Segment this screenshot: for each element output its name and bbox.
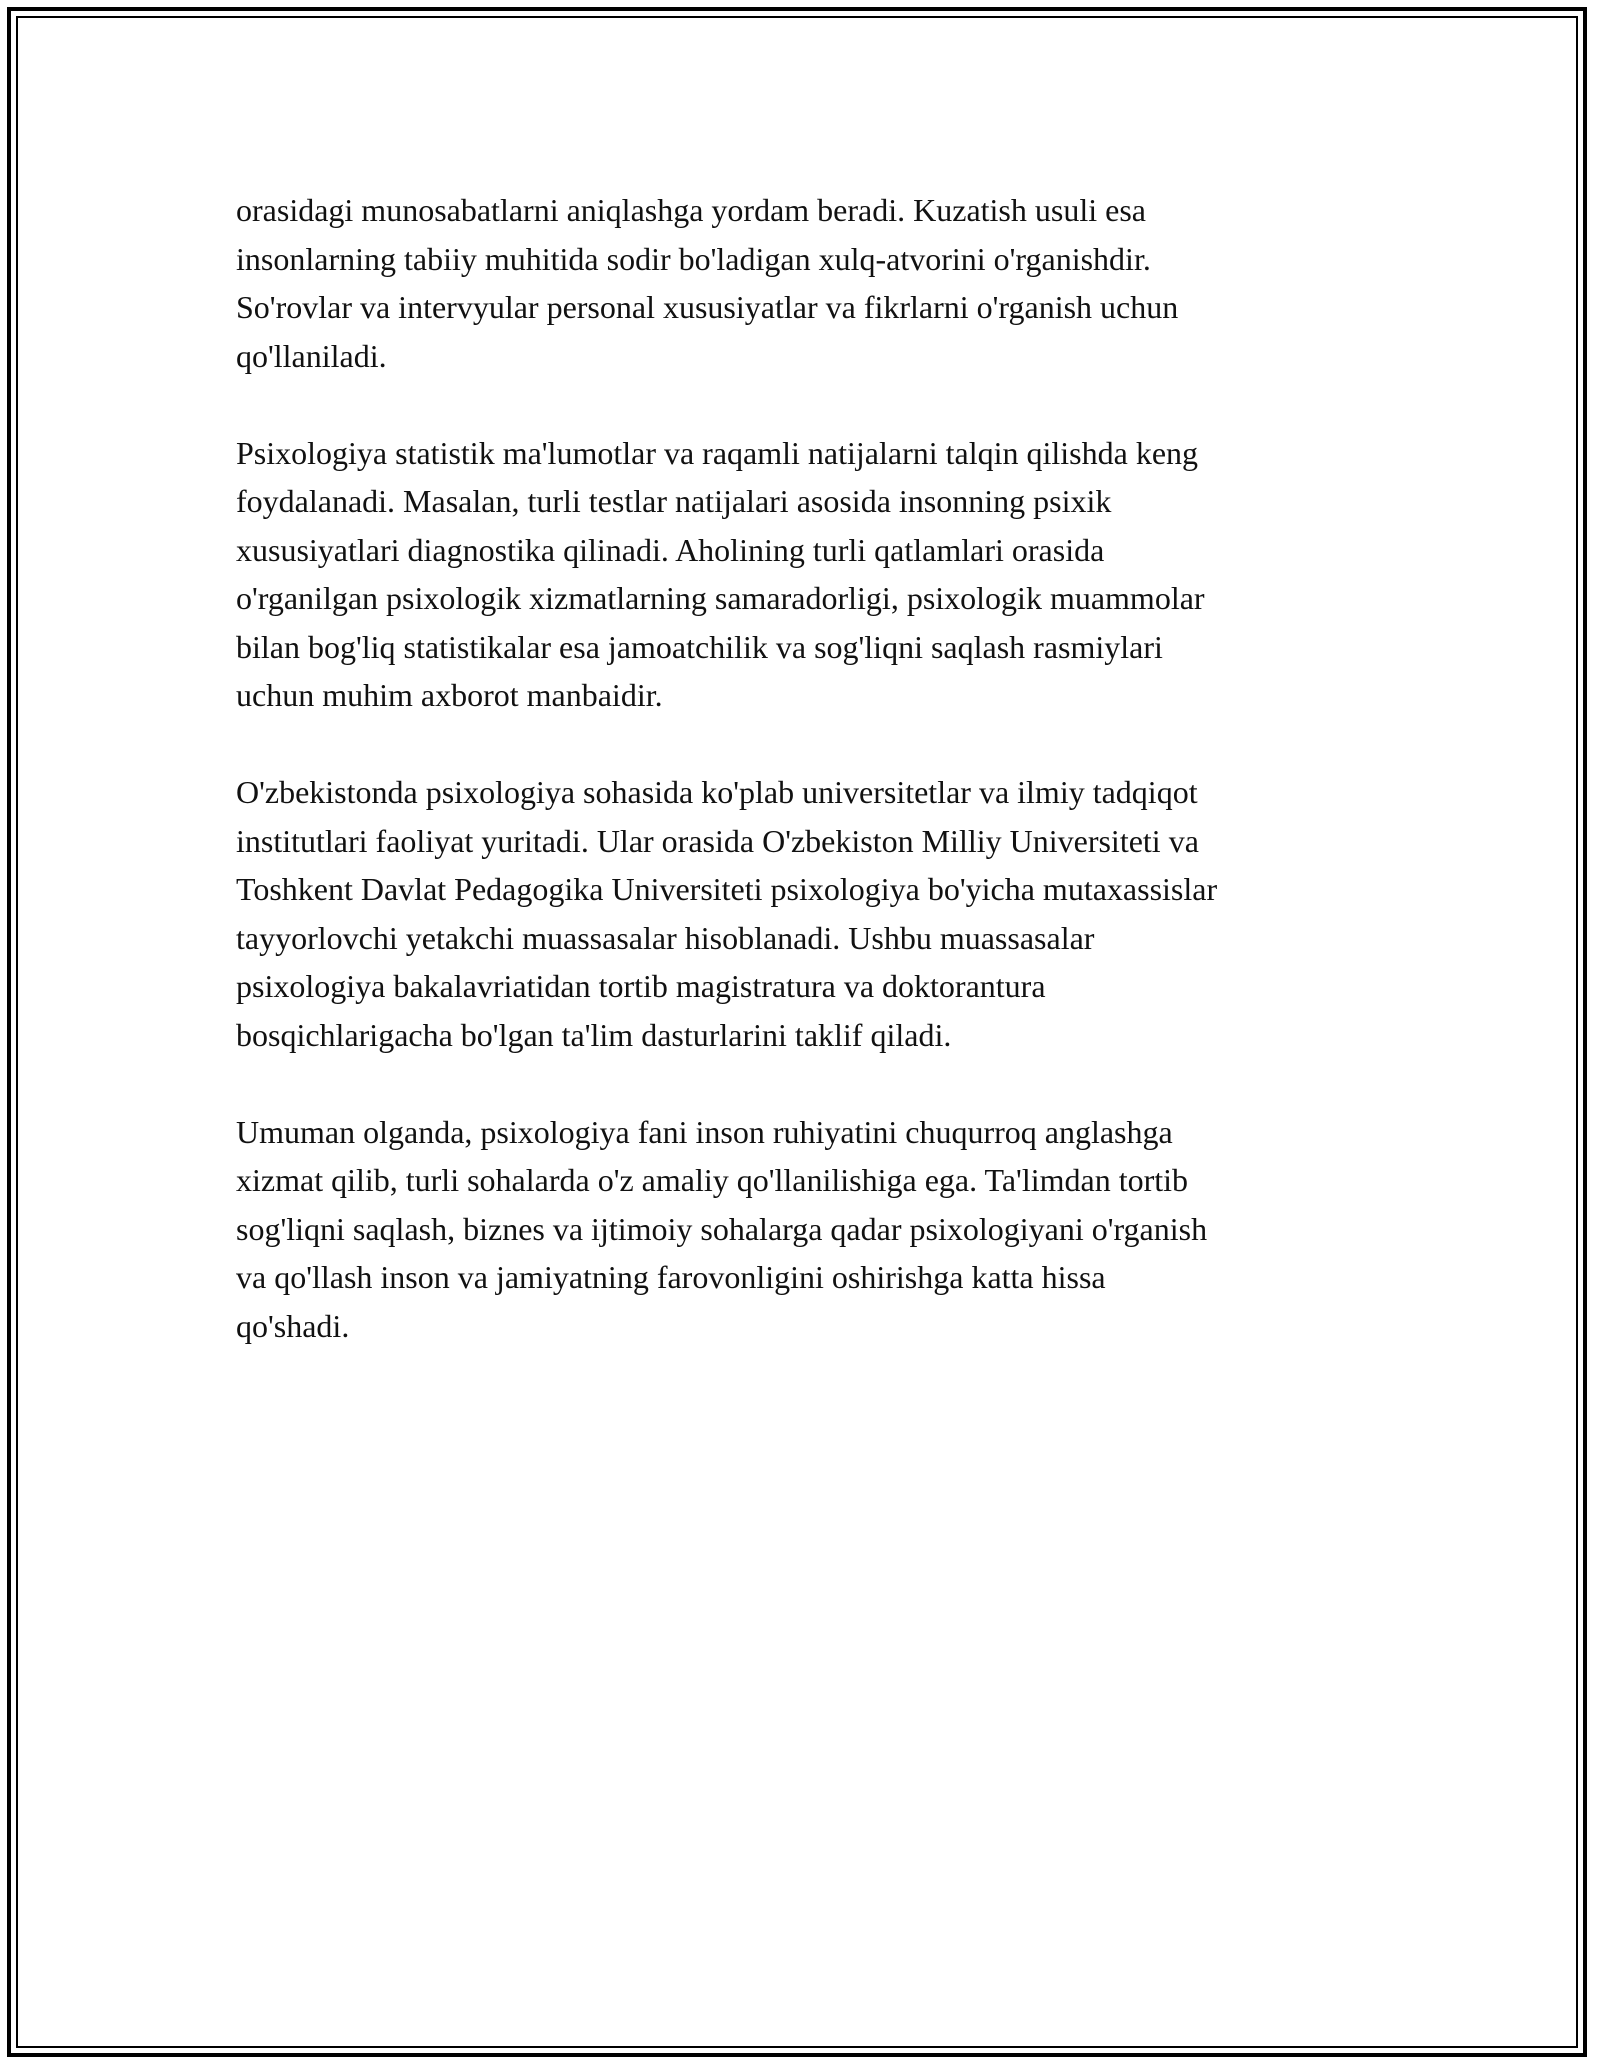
paragraph-institutions: O'zbekistonda psixologiya sohasida ko'plab universitetlar va ilmiy tadqiqot institutlari faoliyat yuritadi. Ular orasida O'zbekiston Milliy Universiteti va Toshkent Davlat Pedagogika Universiteti psixologiya bo'yicha mutaxassislar tayyorlovchi yetakchi muassasalar hisoblanadi. Ushbu muassasalar psixologiya bakalavriatidan tortib magistratura va doktorantura bosqichlarigacha bo'lgan ta'lim dasturlarini taklif qiladi. <box>236 774 1218 1053</box>
paragraph-statistics: Psixologiya statistik ma'lumotlar va raqamli natijalarni talqin qilishda keng foydalanadi. Masalan, turli testlar natijalari asosida insonning psixik xususiyatlari diagnostika qilinadi. Aholining turli qatlamlari orasida o'rganilgan psixologik xizmatlarning samaradorligi, psixologik muammolar bilan bog'liq statistikalar esa jamoatchilik va sog'liqni saqlash rasmiylari uchun muhim axborot manbaidir. <box>236 434 1205 713</box>
paragraph-research-methods: orasidagi munosabatlarni aniqlashga yordam beradi. Kuzatish usuli esa insonlarning tabiiy muhitida sodir bo'ladigan xulq-atvorini o'rganishdir. So'rovlar va intervyular personal xususiyatlar va fikrlarni o'rganish uchun qo'llaniladi. <box>236 192 1179 374</box>
paragraph-conclusion: Umuman olganda, psixologiya fani inson ruhiyatini chuqurroq anglashga xizmat qilib, turli sohalarda o'z amaliy qo'llanilishiga ega. Ta'limdan tortib sog'liqni saqlash, biznes va ijtimoiy sohalarga qadar psixologiyani o'rganish va qo'llash inson va jamiyatning farovonligini oshirishga katta hissa qo'shadi. <box>236 1113 1208 1344</box>
document-body <box>236 186 1376 1399</box>
